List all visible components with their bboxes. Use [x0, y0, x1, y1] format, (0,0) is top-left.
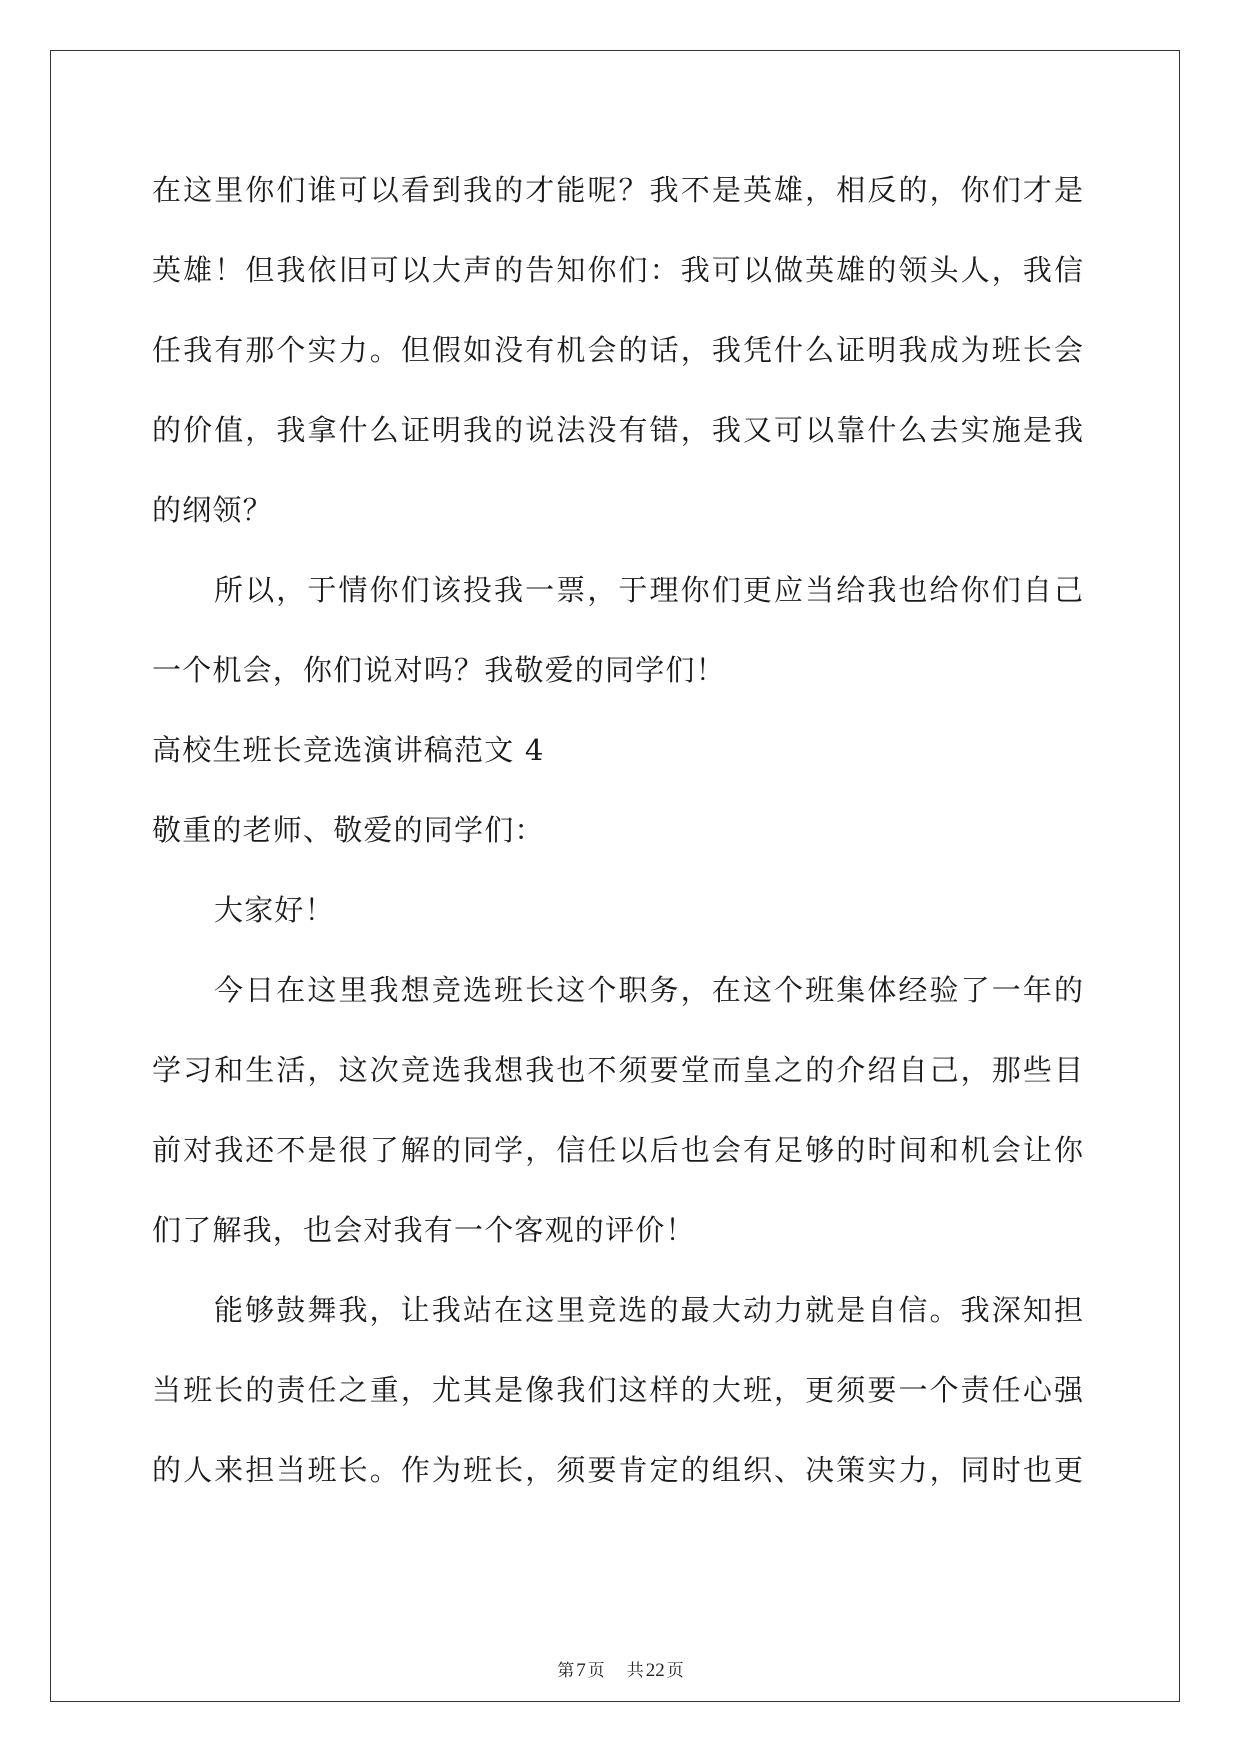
- page-prefix: 第: [557, 1661, 575, 1681]
- page-footer: [0, 1659, 1241, 1683]
- paragraph-line: 所以，于情你们该投我一票，于理你们更应当给我也给你们自己: [214, 573, 1083, 607]
- paragraph-line: 的纲领？: [152, 493, 273, 527]
- page-number: 7: [576, 1660, 586, 1681]
- paragraph-line: 任我有那个实力。但假如没有机会的话，我凭什么证明我成为班长会: [152, 333, 1083, 367]
- paragraph-line: 的人来担当班长。作为班长，须要肯定的组织、决策实力，同时也更: [152, 1453, 1083, 1487]
- page-suffix: 页: [587, 1661, 605, 1681]
- total-pages: 22: [645, 1660, 665, 1681]
- paragraph-line: 今日在这里我想竞选班长这个职务，在这个班集体经验了一年的: [214, 973, 1083, 1007]
- paragraph-line: 当班长的责任之重，尤其是像我们这样的大班，更须要一个责任心强: [152, 1373, 1083, 1407]
- total-prefix: 共: [626, 1661, 644, 1681]
- paragraph-line: 能够鼓舞我，让我站在这里竞选的最大动力就是自信。我深知担: [214, 1293, 1083, 1327]
- salutation: 敬重的老师、敬爱的同学们：: [152, 813, 545, 847]
- paragraph-line: 前对我还不是很了解的同学，信任以后也会有足够的时间和机会让你: [152, 1133, 1083, 1167]
- section-heading: 高校生班长竞选演讲稿范文 4: [152, 733, 545, 767]
- paragraph-line: 学习和生活，这次竞选我想我也不须要堂而皇之的介绍自己，那些目: [152, 1053, 1083, 1087]
- paragraph-line: 在这里你们谁可以看到我的才能呢？我不是英雄，相反的，你们才是: [152, 173, 1083, 207]
- paragraph-line: 们了解我，也会对我有一个客观的评价！: [152, 1213, 696, 1247]
- paragraph-line: 一个机会，你们说对吗？我敬爱的同学们！: [152, 653, 726, 687]
- paragraph-line: 英雄！但我依旧可以大声的告知你们：我可以做英雄的领头人，我信: [152, 253, 1083, 287]
- paragraph-line: 的价值，我拿什么证明我的说法没有错，我又可以靠什么去实施是我: [152, 413, 1083, 447]
- greeting: 大家好！: [214, 893, 335, 927]
- total-suffix: 页: [666, 1661, 684, 1681]
